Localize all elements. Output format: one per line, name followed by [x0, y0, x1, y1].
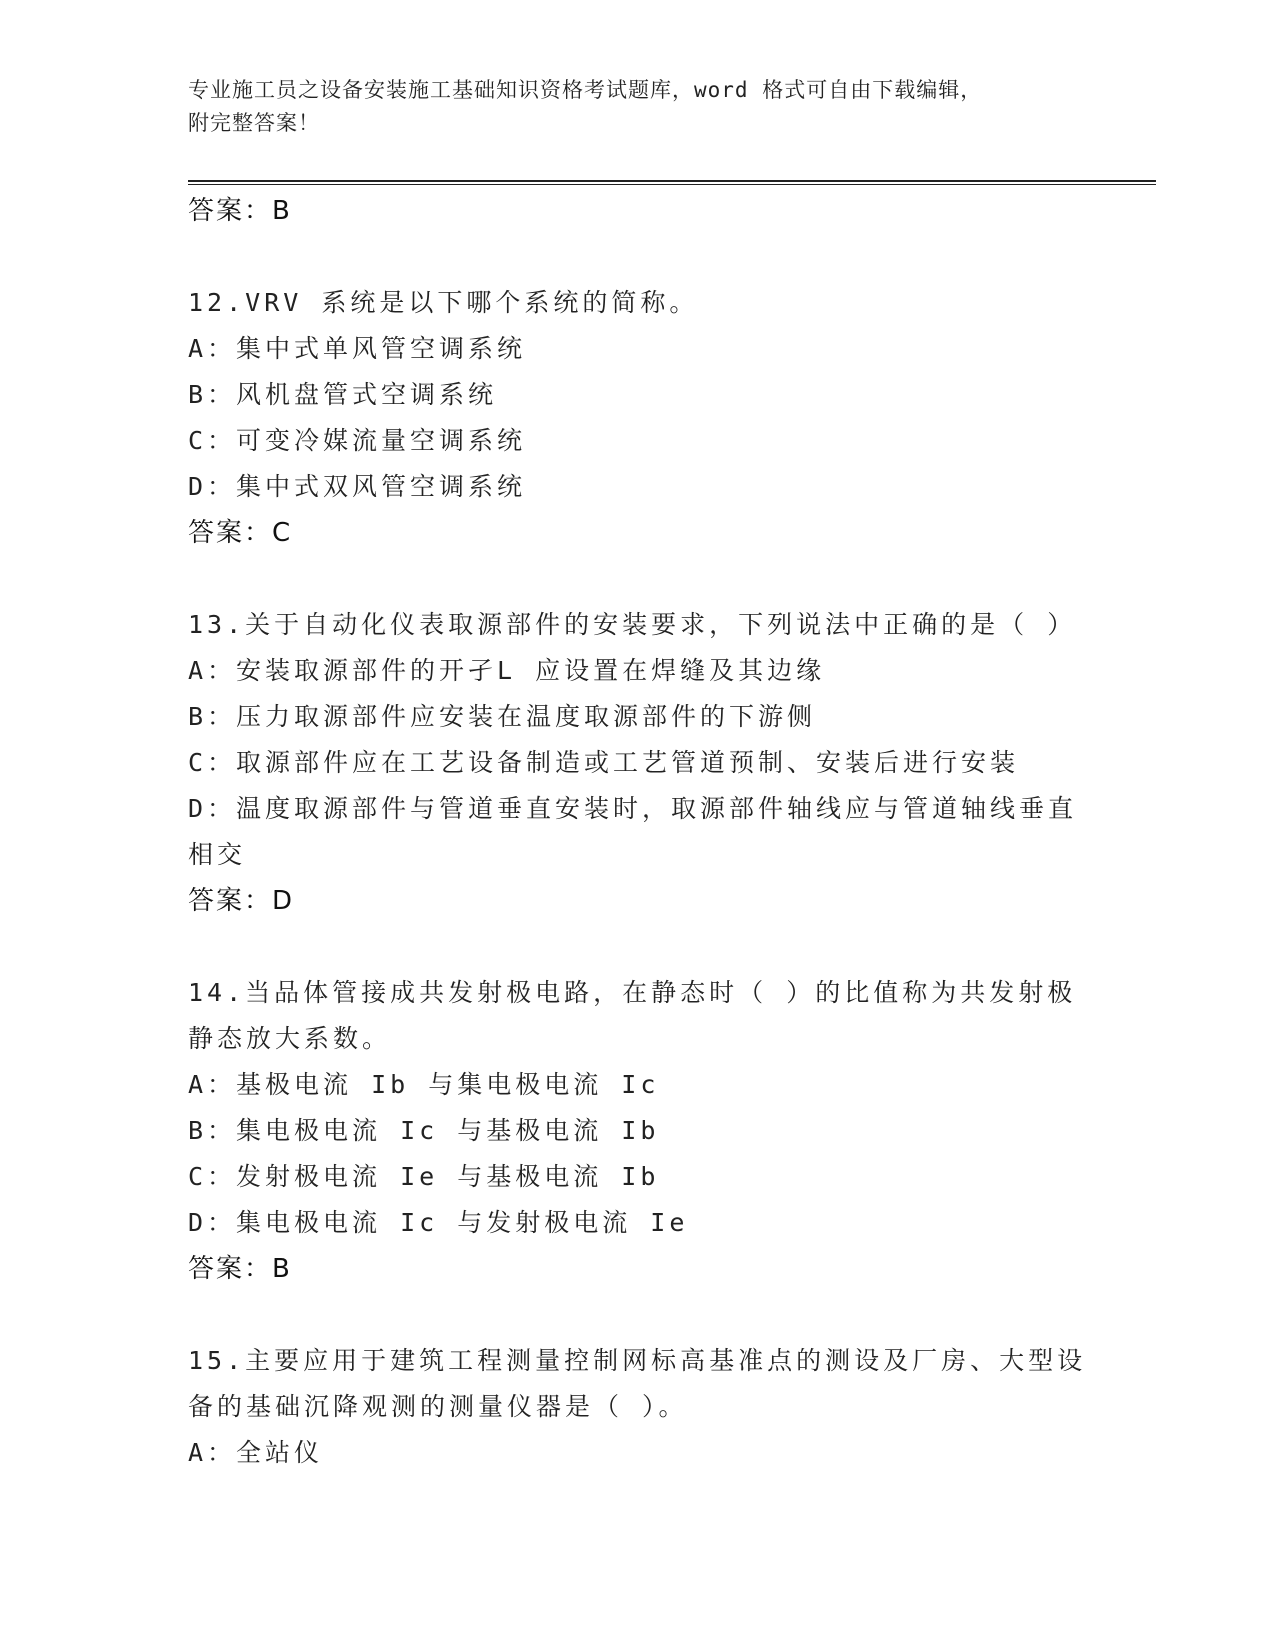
option-d: D：集电极电流 Ic 与发射极电流 Ie: [188, 1208, 689, 1237]
question-list: [188, 188, 1088, 1476]
answer: 答案：B: [188, 1254, 292, 1284]
option-c: C：可变冷媒流量空调系统: [188, 426, 527, 455]
header-divider-thick: [188, 180, 1156, 182]
header-divider-thin: [188, 184, 1156, 185]
option-b: B：压力取源部件应安装在温度取源部件的下游侧: [188, 702, 817, 731]
option-d: D：集中式双风管空调系统: [188, 472, 527, 501]
question-15: [188, 1338, 1088, 1476]
question-12: [188, 280, 1088, 556]
question-stem: 14.当品体管接成共发射极电路，在静态时（ ）的比值称为共发射极: [188, 978, 1077, 1007]
answer: 答案：D: [188, 886, 295, 916]
option-d: D：温度取源部件与管道垂直安装时，取源部件轴线应与管道轴线垂直: [188, 794, 1078, 823]
option-c: C：发射极电流 Ie 与基极电流 Ib: [188, 1162, 660, 1191]
spacer: [188, 924, 1088, 970]
question-stem-continued: 备的基础沉降观测的测量仪器是（ ）。: [188, 1392, 688, 1421]
option-b: B：风机盘管式空调系统: [188, 380, 498, 409]
document-header: [188, 74, 1068, 140]
spacer: [188, 556, 1088, 602]
question-stem-continued: 静态放大系数。: [188, 1024, 392, 1053]
answer-q11: 答案：B: [188, 196, 292, 226]
option-c: C：取源部件应在工艺设备制造或工艺管道预制、安装后进行安装: [188, 748, 1020, 777]
option-a: A：全站仪: [188, 1438, 324, 1467]
question-13: [188, 602, 1088, 924]
question-stem: 15.主要应用于建筑工程测量控制网标高基准点的测设及厂房、大型设: [188, 1346, 1087, 1375]
answer: 答案：C: [188, 518, 293, 548]
spacer: [188, 1292, 1088, 1338]
header-line-1: 专业施工员之设备安装施工基础知识资格考试题库，word 格式可自由下载编辑，: [188, 78, 983, 102]
option-b: B：集电极电流 Ic 与基极电流 Ib: [188, 1116, 660, 1145]
header-line-2: 附完整答案！: [188, 111, 320, 135]
option-a: A：安装取源部件的开孑L 应设置在焊缝及其边缘: [188, 656, 826, 685]
option-a: A：基极电流 Ib 与集电极电流 Ic: [188, 1070, 660, 1099]
question-stem: 12.VRV 系统是以下哪个系统的简称。: [188, 288, 699, 317]
question-14: [188, 970, 1088, 1292]
question-stem: 13.关于自动化仪表取源部件的安装要求，下列说法中正确的是（ ）: [188, 610, 1077, 639]
option-d-continued: 相交: [188, 840, 247, 869]
spacer: [188, 234, 1088, 280]
option-a: A：集中式单风管空调系统: [188, 334, 527, 363]
